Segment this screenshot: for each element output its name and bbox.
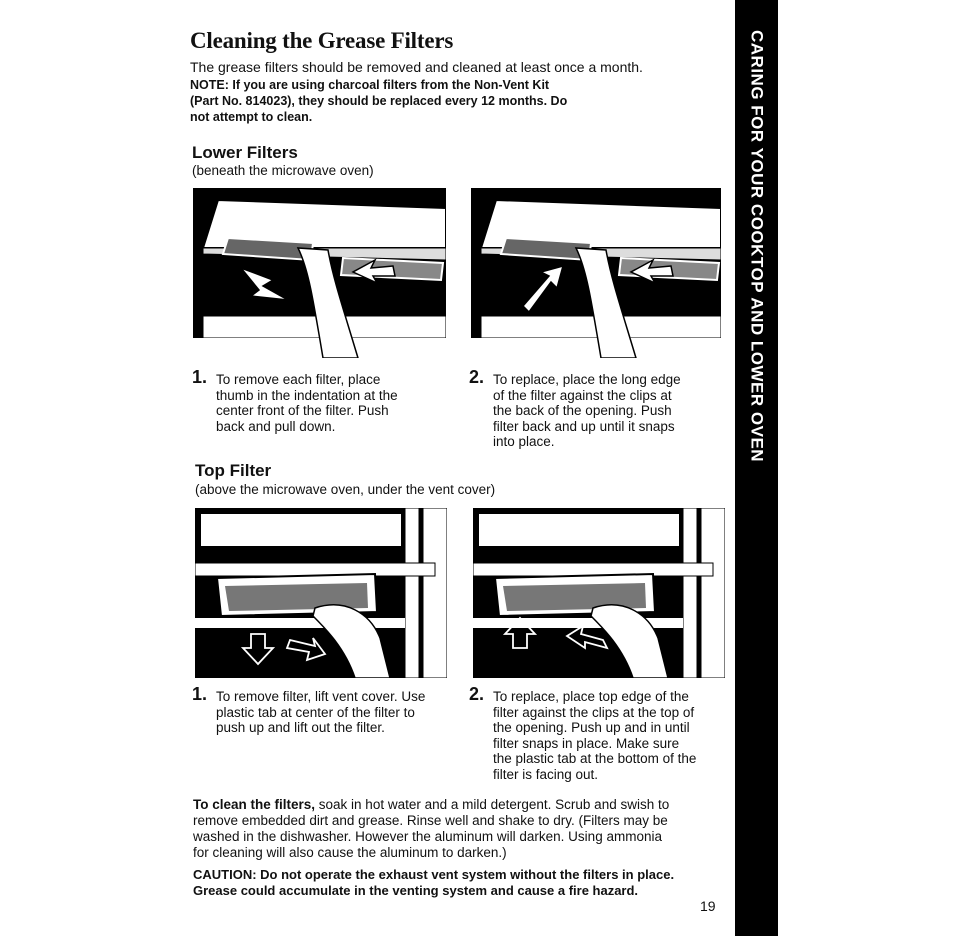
step-line: back and pull down. xyxy=(216,418,336,434)
page-number: 19 xyxy=(700,898,716,914)
para-line: soak in hot water and a mild detergent. Scrub and swish to xyxy=(315,797,670,812)
step-line: To remove each filter, place xyxy=(216,372,381,387)
top-filter-remove-illustration xyxy=(195,508,447,678)
step-line: plastic tab at center of the filter to xyxy=(216,704,415,720)
top-filter-heading: Top Filter xyxy=(195,461,272,480)
step-line: push up and lift out the filter. xyxy=(216,720,385,735)
step-line: To replace, place top edge of the xyxy=(493,689,689,704)
step-number: 2. xyxy=(469,684,485,704)
step-line: center front of the filter. Push xyxy=(216,403,389,418)
top-step-2 xyxy=(469,684,697,782)
top-filter-replace-illustration xyxy=(473,508,725,678)
lower-filter-replace-illustration xyxy=(471,188,721,358)
step-number: 2. xyxy=(469,367,485,387)
caution-block xyxy=(193,867,674,899)
step-line: filter snaps in place. Make sure xyxy=(493,735,680,751)
lower-step-2 xyxy=(469,367,681,450)
step-line: To replace, place the long edge xyxy=(493,372,681,387)
cleaning-lead: To clean the filters, xyxy=(193,797,316,812)
step-line: filter back and up until it snaps xyxy=(493,418,675,434)
note-block xyxy=(190,77,650,125)
lower-filters-subheading: (beneath the microwave oven) xyxy=(192,163,374,178)
step-line: thumb in the indentation at the xyxy=(216,387,398,403)
lower-filter-remove-illustration xyxy=(193,188,446,358)
section-sidebar xyxy=(735,0,778,936)
step-line: the back of the opening. Push xyxy=(493,403,672,418)
step-line: filter against the clips at the top of xyxy=(493,704,695,720)
para-line: for cleaning will also cause the aluminum to darken.) xyxy=(193,845,507,860)
step-line: the plastic tab at the bottom of the xyxy=(493,751,697,766)
step-line: filter is facing out. xyxy=(493,766,599,782)
intro-text: The grease filters should be removed and cleaned at least once a month. xyxy=(190,59,643,75)
step-number: 1. xyxy=(192,367,208,387)
step-line: the opening. Push up and in until xyxy=(493,720,690,735)
step-line: of the filter against the clips at xyxy=(493,387,672,403)
step-number: 1. xyxy=(192,684,208,704)
step-line: into place. xyxy=(493,434,555,449)
caution-line: Grease could accumulate in the venting system and cause a fire hazard. xyxy=(193,883,639,898)
sidebar-label: CARING FOR YOUR COOKTOP AND LOWER OVEN xyxy=(747,30,767,463)
step-line: To remove filter, lift vent cover. Use xyxy=(216,689,426,704)
caution-line: CAUTION: Do not operate the exhaust vent system without the filters in place. xyxy=(193,867,675,882)
page-title: Cleaning the Grease Filters xyxy=(190,28,454,53)
para-line: washed in the dishwasher. However the aluminum will darken. Using ammonia xyxy=(193,829,662,844)
lower-step-1 xyxy=(192,367,398,434)
note-line: NOTE: If you are using charcoal filters from the Non-Vent Kit xyxy=(190,78,550,92)
para-line: remove embedded dirt and grease. Rinse well and shake to dry. (Filters may be xyxy=(193,813,668,828)
top-step-1 xyxy=(192,684,426,736)
lower-filters-heading: Lower Filters xyxy=(192,143,298,162)
cleaning-instructions xyxy=(193,797,733,861)
note-line: not attempt to clean. xyxy=(190,110,313,124)
top-filter-subheading: (above the microwave oven, under the vent cover) xyxy=(195,482,496,497)
note-line: (Part No. 814023), they should be replaced every 12 months. Do xyxy=(190,94,568,108)
